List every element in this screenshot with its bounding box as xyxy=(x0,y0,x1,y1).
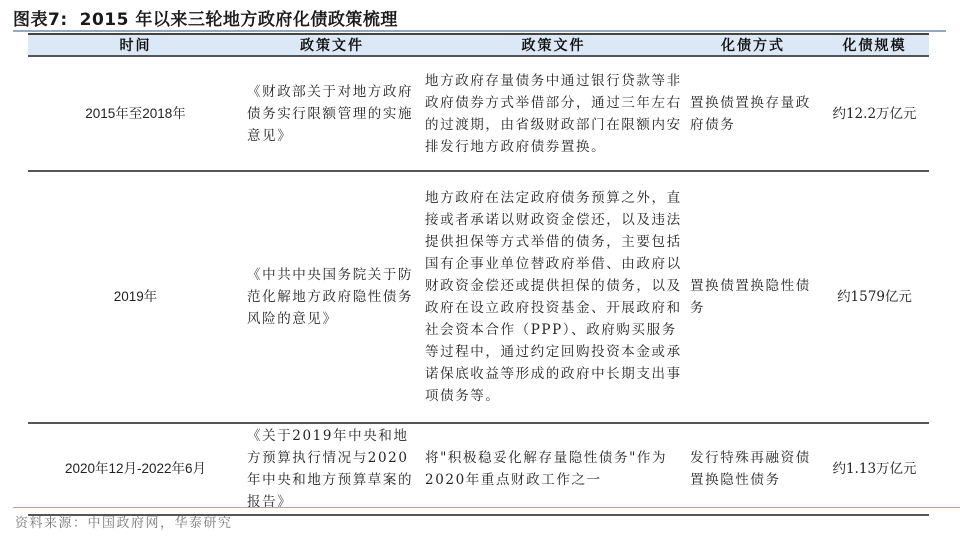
cell-document: 《关于2019年中央和地方预算执行情况与2020年中央和地方预算草案的报告》 xyxy=(243,423,421,515)
cell-scale: 约1.13万亿元 xyxy=(820,423,929,515)
header-scale: 化债规模 xyxy=(820,34,929,56)
figure-title xyxy=(13,4,946,32)
cell-method: 发行特殊再融资债置换隐性债务 xyxy=(686,423,820,515)
cell-method: 置换债置换隐性债务 xyxy=(686,171,820,423)
source-note: 资料来源：中国政府网，华泰研究 xyxy=(15,516,233,531)
cell-method: 置换债置换存量政府债务 xyxy=(686,56,820,171)
policy-table xyxy=(28,33,929,516)
header-policy-document: 政策文件 xyxy=(243,34,421,56)
table-row xyxy=(28,56,929,171)
source-divider xyxy=(13,507,960,508)
figure-label: 图表7: xyxy=(13,9,68,30)
cell-scale: 约12.2万亿元 xyxy=(820,56,929,171)
cell-time: 2015年至2018年 xyxy=(28,56,243,171)
table-row xyxy=(28,171,929,423)
cell-scale: 约1579亿元 xyxy=(820,171,929,423)
header-method: 化债方式 xyxy=(686,34,820,56)
cell-content: 地方政府存量债务中通过银行贷款等非政府债券方式举借部分，通过三年左右的过渡期，由省级财政部门在限额内安排发行地方政府债券置换。 xyxy=(421,56,686,171)
table-row xyxy=(28,423,929,515)
table-header-row xyxy=(28,34,929,56)
cell-document: 《财政部关于对地方政府债务实行限额管理的实施意见》 xyxy=(243,56,421,171)
cell-content: 地方政府在法定政府债务预算之外，直接或者承诺以财政资金偿还，以及违法提供担保等方式举借的债务，主要包括国有企事业单位替政府举借、由政府以财政资金偿还或提供担保的债务，以及政府在设立政府投资基金、开展政府和社会资本合作（PPP）、政府购买服务等过程中，通过约定回购投资本金或承诺保底收益等形成的政府中长期支出事项债务等。 xyxy=(421,171,686,423)
cell-document: 《中共中央国务院关于防范化解地方政府隐性债务风险的意见》 xyxy=(243,171,421,423)
cell-time: 2019年 xyxy=(28,171,243,423)
figure-title-text: 2015 年以来三轮地方政府化债政策梳理 xyxy=(79,9,398,30)
cell-time: 2020年12月-2022年6月 xyxy=(28,423,243,515)
header-policy-content: 政策文件 xyxy=(421,34,686,56)
cell-content: 将"积极稳妥化解存量隐性债务"作为2020年重点财政工作之一 xyxy=(421,423,686,515)
header-time: 时间 xyxy=(28,34,243,56)
